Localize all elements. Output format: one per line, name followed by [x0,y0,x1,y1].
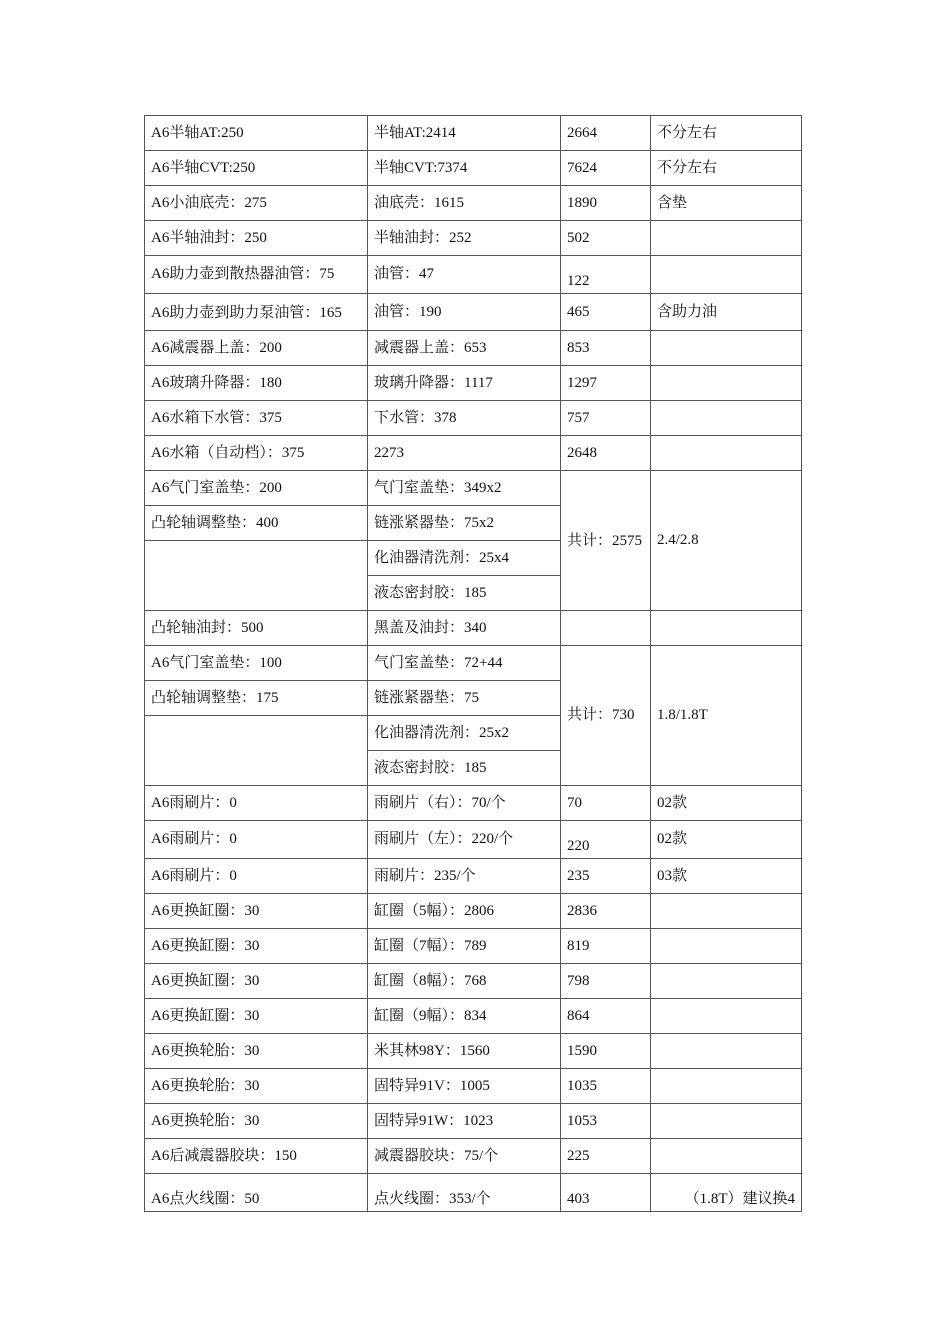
table-row [145,611,802,646]
part-price-cell: 点火线圈：353/个 [368,1174,561,1212]
part-price-cell: 米其林98Y：1560 [368,1034,561,1069]
table-row [145,786,802,821]
part-price-cell: 减震器上盖：653 [368,331,561,366]
group-note-cell: 1.8/1.8T [651,646,802,786]
item-cell: A6助力壶到助力泵油管：165 [145,294,368,331]
table-row [145,821,802,859]
part-price-cell: 半轴油封：252 [368,221,561,256]
item-cell: A6点火线圈：50 [145,1174,368,1212]
total-cell: 864 [561,999,651,1034]
note-cell [651,1034,802,1069]
item-cell: A6半轴CVT:250 [145,151,368,186]
note-cell: （1.8T）建议换4 [651,1174,802,1212]
table-row [145,401,802,436]
table-row [145,436,802,471]
table-row [145,1034,802,1069]
item-cell: A6更换缸圈：30 [145,894,368,929]
part-price-cell: 气门室盖垫：72+44 [368,646,561,681]
total-cell: 853 [561,331,651,366]
part-price-cell: 缸圈（8幅）：768 [368,964,561,999]
table-row [145,186,802,221]
table-row [145,1069,802,1104]
item-cell: A6助力壶到散热器油管：75 [145,256,368,294]
table-row [145,999,802,1034]
table-row [145,929,802,964]
total-cell: 819 [561,929,651,964]
table-row [145,1139,802,1174]
note-cell [651,1139,802,1174]
table-row [145,116,802,151]
note-cell [651,999,802,1034]
item-cell: A6更换缸圈：30 [145,999,368,1034]
note-cell [651,611,802,646]
table-row [145,964,802,999]
note-cell: 含助力油 [651,294,802,331]
item-cell: A6更换缸圈：30 [145,929,368,964]
total-cell: 7624 [561,151,651,186]
note-cell [651,894,802,929]
item-cell: A6水箱下水管：375 [145,401,368,436]
note-cell [651,331,802,366]
note-cell: 不分左右 [651,151,802,186]
note-cell: 不分左右 [651,116,802,151]
table-row [145,366,802,401]
note-cell [651,1104,802,1139]
total-cell: 403 [561,1174,651,1212]
table-row [145,859,802,894]
item-cell: A6更换轮胎：30 [145,1034,368,1069]
note-cell: 02款 [651,786,802,821]
part-price-cell: 半轴CVT:7374 [368,151,561,186]
part-price-cell: 2273 [368,436,561,471]
item-cell-empty [145,716,368,786]
item-cell: A6更换轮胎：30 [145,1104,368,1139]
table-row [145,646,802,681]
part-price-cell: 雨刷片（右）：70/个 [368,786,561,821]
item-cell: A6气门室盖垫：100 [145,646,368,681]
item-cell: A6更换缸圈：30 [145,964,368,999]
note-cell [651,401,802,436]
part-price-cell: 气门室盖垫：349x2 [368,471,561,506]
note-cell [651,366,802,401]
part-price-cell: 固特异91V：1005 [368,1069,561,1104]
group-total-cell: 共计：730 [561,646,651,786]
total-cell: 465 [561,294,651,331]
total-cell: 2836 [561,894,651,929]
total-cell: 70 [561,786,651,821]
part-price-cell: 雨刷片：235/个 [368,859,561,894]
total-cell: 235 [561,859,651,894]
item-cell: A6小油底壳：275 [145,186,368,221]
total-cell: 122 [561,256,651,294]
group-total-cell: 共计：2575 [561,471,651,611]
total-cell: 220 [561,821,651,859]
total-cell: 1035 [561,1069,651,1104]
item-cell: A6更换轮胎：30 [145,1069,368,1104]
item-cell: 凸轮轴调整垫：400 [145,506,368,541]
part-price-cell: 半轴AT:2414 [368,116,561,151]
part-price-cell: 固特异91W：1023 [368,1104,561,1139]
part-price-cell: 缸圈（9幅）：834 [368,999,561,1034]
note-cell [651,964,802,999]
item-cell: A6半轴AT:250 [145,116,368,151]
table-row [145,151,802,186]
item-cell: A6后减震器胶块：150 [145,1139,368,1174]
total-cell: 1890 [561,186,651,221]
part-price-cell: 化油器清洗剂：25x2 [368,716,561,751]
part-price-cell: 缸圈（5幅）：2806 [368,894,561,929]
item-cell: A6雨刷片：0 [145,859,368,894]
total-cell: 502 [561,221,651,256]
note-cell: 02款 [651,821,802,859]
part-price-cell: 玻璃升降器：1117 [368,366,561,401]
item-cell: A6减震器上盖：200 [145,331,368,366]
part-price-cell: 油底壳：1615 [368,186,561,221]
total-cell: 1297 [561,366,651,401]
note-cell: 含垫 [651,186,802,221]
table-row [145,471,802,506]
item-cell: A6雨刷片：0 [145,821,368,859]
group-note-cell: 2.4/2.8 [651,471,802,611]
table-row [145,221,802,256]
part-price-cell: 链涨紧器垫：75 [368,681,561,716]
total-cell: 2648 [561,436,651,471]
table-row [145,331,802,366]
item-cell-empty [145,541,368,611]
table-row [145,1174,802,1212]
note-cell [651,221,802,256]
table-row [145,1104,802,1139]
part-price-cell: 液态密封胶：185 [368,576,561,611]
part-price-cell: 液态密封胶：185 [368,751,561,786]
total-cell: 2664 [561,116,651,151]
part-price-cell: 化油器清洗剂：25x4 [368,541,561,576]
item-cell: A6玻璃升降器：180 [145,366,368,401]
total-cell: 798 [561,964,651,999]
note-cell [651,1069,802,1104]
note-cell: 03款 [651,859,802,894]
item-cell: 凸轮轴油封：500 [145,611,368,646]
table-row [145,294,802,331]
part-price-cell: 油管：47 [368,256,561,294]
part-price-cell: 减震器胶块：75/个 [368,1139,561,1174]
total-cell: 225 [561,1139,651,1174]
total-cell: 1053 [561,1104,651,1139]
parts-price-table [144,115,802,1212]
part-price-cell: 雨刷片（左）：220/个 [368,821,561,859]
table-row [145,894,802,929]
item-cell: A6半轴油封：250 [145,221,368,256]
note-cell [651,436,802,471]
total-cell [561,611,651,646]
item-cell: A6气门室盖垫：200 [145,471,368,506]
note-cell [651,256,802,294]
part-price-cell: 链涨紧器垫：75x2 [368,506,561,541]
part-price-cell: 黑盖及油封：340 [368,611,561,646]
note-cell [651,929,802,964]
total-cell: 757 [561,401,651,436]
item-cell: A6雨刷片：0 [145,786,368,821]
item-cell: 凸轮轴调整垫：175 [145,681,368,716]
part-price-cell: 油管：190 [368,294,561,331]
item-cell: A6水箱（自动档）：375 [145,436,368,471]
part-price-cell: 缸圈（7幅）：789 [368,929,561,964]
total-cell: 1590 [561,1034,651,1069]
part-price-cell: 下水管：378 [368,401,561,436]
table-row [145,256,802,294]
